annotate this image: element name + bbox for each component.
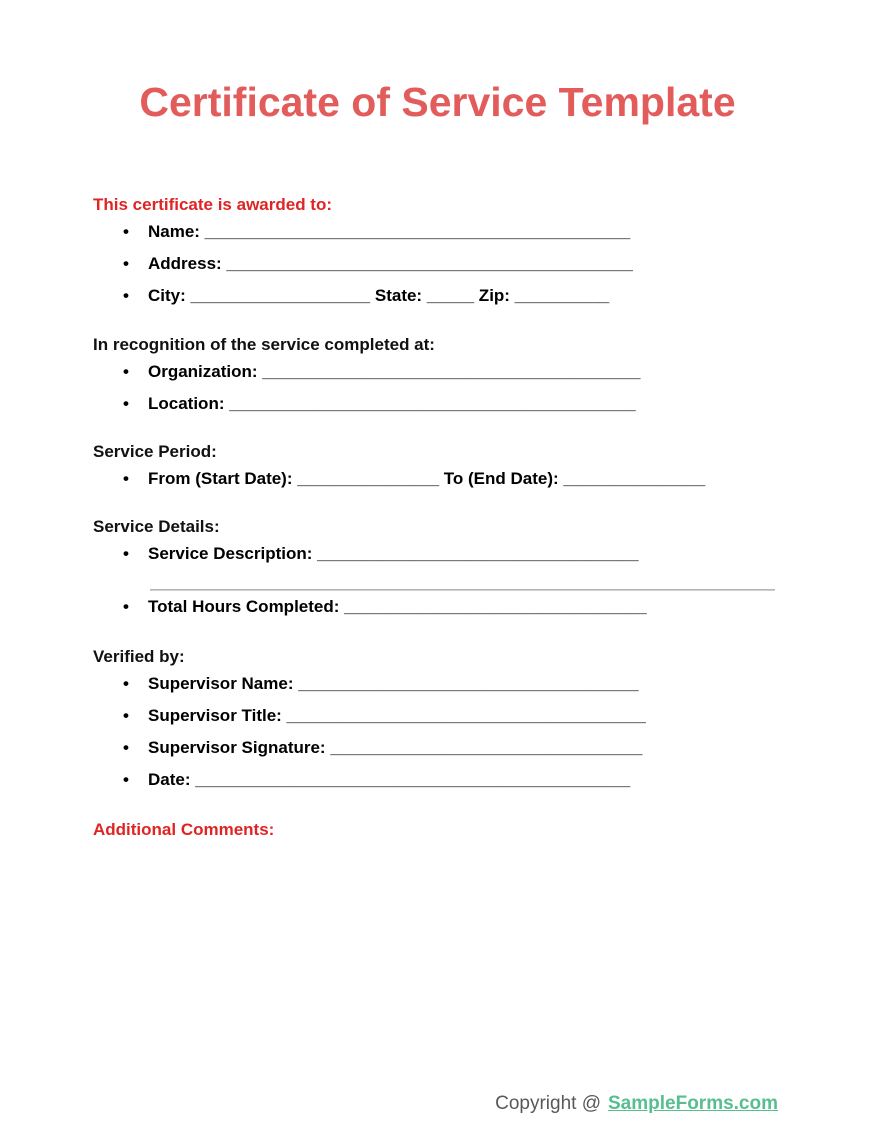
field-line-service-description: • Service Description: __________________________________ [93,538,782,570]
field-line-city-state-zip: • City: ___________________ State: _____ Zip: __________ [93,280,782,312]
field-line-location: • Location: ___________________________________________ [93,388,782,420]
section-heading-verified-by: Verified by: [93,647,185,666]
copyright-text: Copyright @ [495,1093,601,1114]
awarded-to-field-list [93,216,782,312]
page-title: Certificate of Service Template [139,79,736,125]
service-description-field-list [93,538,782,570]
field-line-date: • Date: ______________________________________________ [93,764,782,796]
section-heading-service-period: Service Period: [93,442,217,461]
verified-by-field-list [93,668,782,796]
field-line-address: • Address: ___________________________________________ [93,248,782,280]
section-heading-recognition: In recognition of the service completed at: [93,335,435,354]
field-line-supervisor-name: • Supervisor Name: ____________________________________ [93,668,782,700]
total-hours-field-list [93,591,782,623]
section-heading-additional-comments: Additional Comments: [93,820,275,839]
sampleforms-brand-link[interactable]: SampleForms.com [608,1093,778,1114]
document-body [0,194,875,841]
page-footer [0,1093,778,1115]
section-heading-awarded-to: This certificate is awarded to: [93,195,333,214]
field-line-supervisor-title: • Supervisor Title: ______________________________________ [93,700,782,732]
service-period-field-list [93,463,782,495]
field-line-supervisor-signature: • Supervisor Signature: _________________________________ [93,732,782,764]
field-line-organization: • Organization: ________________________________________ [93,356,782,388]
section-heading-service-details: Service Details: [93,517,220,536]
field-line-name: • Name: _____________________________________________ [93,216,782,248]
field-line-total-hours: • Total Hours Completed: ________________________________ [93,591,782,623]
field-line-start-end-date: • From (Start Date): _______________ To (End Date): _______________ [93,463,782,495]
recognition-field-list [93,356,782,420]
